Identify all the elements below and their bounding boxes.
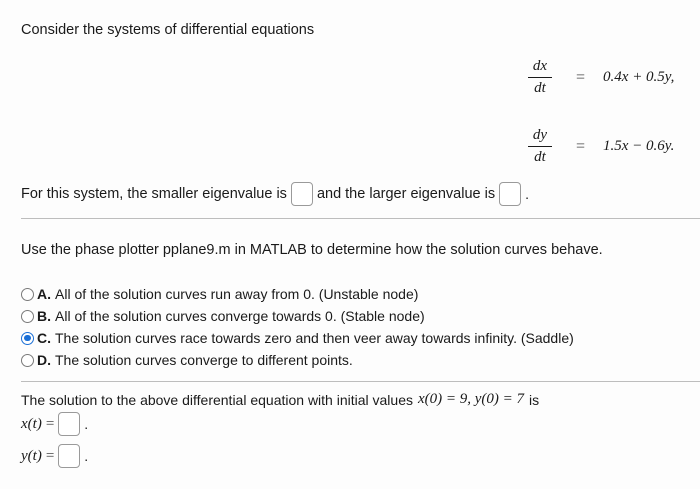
larger-eigenvalue-input[interactable]	[499, 182, 521, 206]
option-d[interactable]	[21, 349, 574, 371]
fraction-denominator: dt	[534, 80, 546, 96]
option-a-text: All of the solution curves run away from 0. (Unstable node)	[55, 286, 419, 302]
phase-prompt: Use the phase plotter pplane9.m in MATLAB to determine how the solution curves behave.	[21, 242, 603, 258]
equation-2	[528, 127, 674, 166]
y-solution-input[interactable]	[58, 444, 80, 468]
radio-b[interactable]	[21, 310, 34, 323]
fraction-denominator: dt	[534, 149, 546, 165]
ivp-prompt-text: The solution to the above differential equation with initial values	[21, 391, 413, 408]
option-d-letter: D.	[37, 352, 51, 368]
ivp-conditions: x(0) = 9, y(0) = 7	[418, 391, 525, 407]
eigen-text-before: For this system, the smaller eigenvalue is	[21, 186, 287, 202]
derivative-dy-dt	[528, 127, 552, 166]
x-solution	[21, 412, 88, 436]
option-b-text: All of the solution curves converge towards 0. (Stable node)	[55, 308, 425, 324]
phase-options	[21, 283, 574, 371]
option-c-letter: C.	[37, 330, 51, 346]
ivp-suffix: is	[529, 391, 540, 408]
equation-1	[528, 58, 674, 97]
divider-2	[21, 381, 700, 382]
x-solution-input[interactable]	[58, 412, 80, 436]
equation-1-rhs: 0.4x + 0.5y,	[603, 69, 675, 85]
equals-sign: =	[576, 137, 586, 155]
divider-1	[21, 218, 700, 219]
option-c-text: The solution curves race towards zero and then veer away towards infinity. (Saddle)	[55, 330, 574, 346]
radio-d[interactable]	[21, 354, 34, 367]
x-of-t-label: x(t)	[21, 415, 42, 432]
equals-sign: =	[45, 415, 55, 432]
y-of-t-label: y(t)	[21, 447, 42, 464]
radio-c[interactable]	[21, 332, 34, 345]
eigen-text-middle: and the larger eigenvalue is	[316, 186, 496, 202]
eigen-text-end: .	[525, 186, 529, 202]
fraction-numerator: dy	[532, 127, 548, 143]
option-d-text: The solution curves converge to different points.	[55, 352, 353, 368]
option-a[interactable]	[21, 283, 574, 305]
equation-2-rhs: 1.5x − 0.6y.	[603, 138, 675, 154]
y-solution	[21, 444, 88, 468]
x-solution-end: .	[84, 416, 89, 432]
option-c[interactable]	[21, 327, 574, 349]
option-b[interactable]	[21, 305, 574, 327]
equals-sign: =	[45, 447, 55, 464]
option-b-letter: B.	[37, 308, 51, 324]
ivp-prompt	[21, 391, 539, 408]
question-intro: Consider the systems of differential equations	[21, 22, 315, 38]
equals-sign: =	[576, 68, 586, 86]
radio-a[interactable]	[21, 288, 34, 301]
derivative-dx-dt	[528, 58, 552, 97]
eigenvalue-question	[21, 182, 529, 206]
smaller-eigenvalue-input[interactable]	[291, 182, 313, 206]
y-solution-end: .	[84, 448, 89, 464]
option-a-letter: A.	[37, 286, 51, 302]
fraction-numerator: dx	[532, 58, 548, 74]
